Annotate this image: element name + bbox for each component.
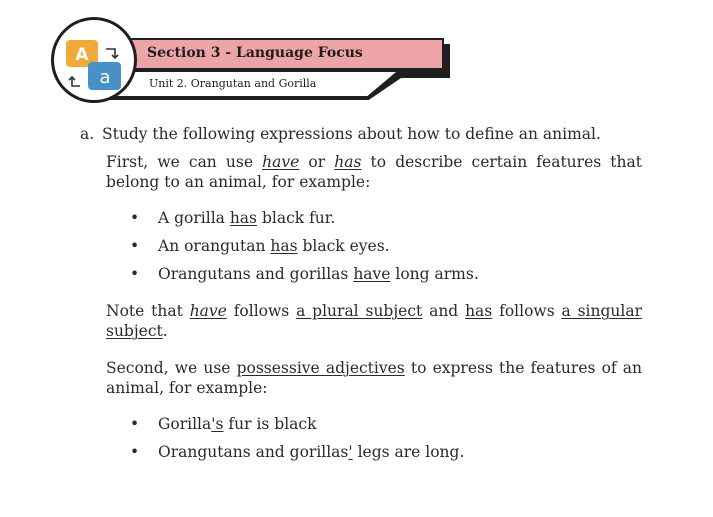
text-run: to describe certain features that belong to an animal, for example: — [106, 153, 642, 191]
item-a — [80, 124, 642, 144]
bullet: • — [130, 443, 140, 461]
emphasis-have: have — [262, 153, 300, 171]
text-run: Note that — [106, 302, 190, 320]
bullet: • — [130, 415, 140, 433]
underlined-phrase: a plural subject — [296, 302, 423, 320]
text-run: follows — [492, 302, 562, 320]
list-item — [106, 264, 642, 292]
text-run: Gorilla — [158, 415, 212, 433]
example-list-2 — [106, 414, 642, 470]
text-run: black eyes. — [297, 237, 390, 255]
paragraph-first — [106, 152, 642, 192]
underlined-word: have — [353, 265, 391, 283]
language-translate-icon — [62, 38, 126, 94]
text-run: An orangutan — [158, 237, 271, 255]
bullet: • — [130, 237, 140, 255]
exercise-content — [80, 124, 642, 470]
underlined-word: has — [465, 302, 493, 320]
underlined-word: has — [270, 237, 298, 255]
text-run: Orangutans and gorillas — [158, 265, 354, 283]
underlined-phrase: possessive adjectives — [236, 359, 405, 377]
example-list-1 — [106, 208, 642, 292]
underlined-suffix: ' — [348, 443, 353, 461]
list-item — [106, 236, 642, 264]
item-marker: a. — [80, 125, 95, 143]
text-run: Orangutans and gorillas — [158, 443, 349, 461]
text-run: legs are long. — [352, 443, 465, 461]
underlined-phrase: a singular subject — [106, 302, 642, 340]
section-title: Section 3 - Language Focus — [147, 45, 363, 61]
list-item — [106, 414, 642, 442]
logo-letter-a-lower: a — [99, 67, 111, 88]
emphasis-has: has — [334, 153, 362, 171]
text-run: A gorilla — [158, 209, 230, 227]
text-run: and — [422, 302, 466, 320]
list-item — [106, 208, 642, 236]
text-run: First, we can use — [106, 153, 263, 171]
text-run: or — [299, 153, 335, 171]
logo-letter-a-upper: A — [75, 45, 89, 65]
emphasis-have: have — [189, 302, 227, 320]
text-run: long arms. — [390, 265, 479, 283]
text-run: Second, we use — [106, 359, 237, 377]
unit-subtitle: Unit 2. Orangutan and Gorilla — [149, 77, 317, 90]
paragraph-second — [106, 358, 642, 398]
paragraph-note — [106, 301, 642, 341]
text-run: . — [162, 322, 168, 340]
underlined-word: has — [229, 209, 258, 227]
list-item — [106, 442, 642, 470]
text-run: follows — [226, 302, 297, 320]
bullet: • — [130, 265, 140, 283]
text-run: fur is black — [223, 415, 317, 433]
bullet: • — [130, 209, 140, 227]
underlined-suffix: 's — [211, 415, 224, 433]
text-run: black fur. — [257, 209, 336, 227]
item-heading: Study the following expressions about how to define an animal. — [102, 125, 601, 143]
text-run: to express the features of an animal, for example: — [106, 359, 643, 397]
